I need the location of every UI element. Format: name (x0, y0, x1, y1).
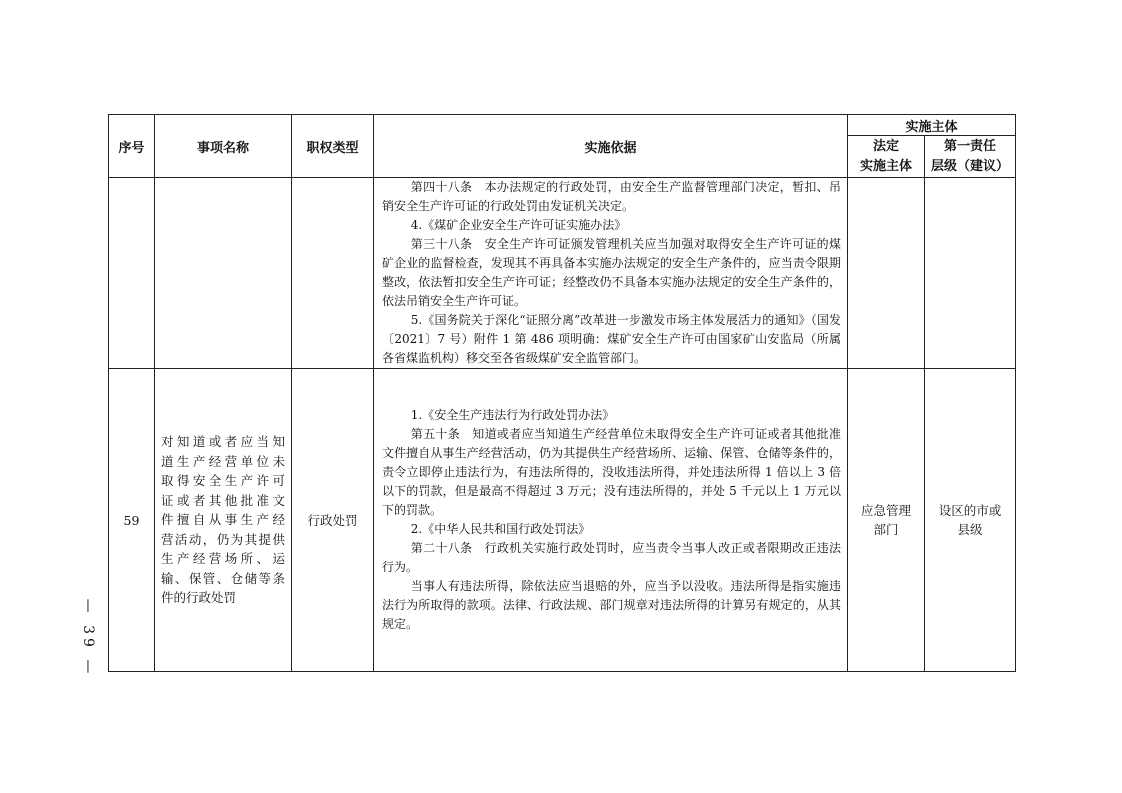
basis-paragraph: 第五十条 知道或者应当知道生产经营单位未取得安全生产许可证或者其他批准文件擅自从事生产经营活动，仍为其提供生产经营场所、运输、保管、仓储等条件的，责令立即停止违法行为，有违法所得的，没收违法所得，并处违法所得 1 倍以上 3 倍以下的罚款，但是最高不得超过 3 万元；没有违法所得的，并处 5 千元以上 1 万元以下的罚款。 (382, 427, 841, 517)
item-name-line: 营活动，仍为其提供 (161, 531, 285, 547)
row-first-responsibility (925, 369, 1016, 672)
continuation-row (109, 178, 1016, 369)
item-name-line: 件擅自从事生产经 (161, 512, 285, 528)
cont-basis-cell (374, 178, 848, 369)
item-name-line: 输、保管、仓储等条 (161, 570, 285, 586)
basis-paragraph: 第四十八条 本办法规定的行政处罚，由安全生产监督管理部门决定，暂扣、吊销安全生产许可证的行政处罚由发证机关决定。 (382, 180, 841, 213)
header-seq: 序号 (109, 115, 155, 178)
basis-paragraph: 当事人有违法所得，除依法应当退赔的外，应当予以没收。违法所得是指实施违法行为所取得的款项。法律、行政法规、部门规章对违法所得的计算另有规定的，从其规定。 (382, 579, 841, 631)
first-resp-line1: 设区的市或 (938, 503, 1002, 518)
header-item-name: 事项名称 (155, 115, 292, 178)
cont-first-resp-cell (925, 178, 1016, 369)
row-item-name-cell (155, 369, 292, 672)
power-list-table (108, 114, 1016, 672)
header-row-top (109, 115, 1016, 136)
header-legal-subject (848, 136, 925, 178)
header-first-responsibility (925, 136, 1016, 178)
table-row (109, 369, 1016, 672)
basis-paragraph: 5.《国务院关于深化“证照分离”改革进一步激发市场主体发展活力的通知》（国发〔2021〕7 号）附件 1 第 486 项明确：煤矿安全生产许可由国家矿山安监局（所属各省煤监机构）移交至各省级煤矿安全监管部门。 (382, 313, 841, 365)
header-legal-subject-line1: 法定 (872, 138, 899, 154)
row-basis-cell (374, 369, 848, 672)
basis-paragraph: 第二十八条 行政机关实施行政处罚时，应当责令当事人改正或者限期改正违法行为。 (382, 541, 841, 574)
header-subject: 实施主体 (848, 115, 1016, 136)
basis-paragraph: 1.《安全生产违法行为行政处罚办法》 (410, 408, 615, 422)
cont-item-name-cell (155, 178, 292, 369)
header-power-type: 职权类型 (292, 115, 374, 178)
legal-subject-line2: 部门 (873, 522, 899, 537)
header-first-resp-line2: 层级（建议） (931, 158, 1010, 174)
item-name-line: 生产经营场所、运 (161, 551, 285, 567)
basis-paragraph: 2.《中华人民共和国行政处罚法》 (410, 522, 591, 536)
header-first-resp-line1: 第一责任 (944, 138, 997, 154)
row-seq: 59 (109, 369, 155, 672)
row-power-type: 行政处罚 (292, 369, 374, 672)
row-legal-subject (848, 369, 925, 672)
header-basis: 实施依据 (374, 115, 848, 178)
item-name-line: 对知道或者应当知 (161, 434, 285, 450)
cont-power-type-cell (292, 178, 374, 369)
item-name-line: 证或者其他批准文 (161, 492, 285, 508)
basis-paragraph: 第三十八条 安全生产许可证颁发管理机关应当加强对取得安全生产许可证的煤矿企业的监督检查，发现其不再具备本实施办法规定的安全生产条件的，应当责令限期整改，依法暂扣安全生产许可证；经整改仍不具备本实施办法规定的安全生产条件的，依法吊销安全生产许可证。 (382, 237, 841, 308)
legal-subject-line1: 应急管理 (860, 503, 911, 518)
page-number: — 39 — (80, 598, 96, 678)
cont-seq-cell (109, 178, 155, 369)
item-name-line: 取得安全生产许可 (161, 473, 285, 489)
row-item-name (155, 432, 291, 608)
item-name-line: 件的行政处罚 (161, 590, 237, 606)
first-resp-line2: 县级 (957, 522, 983, 537)
item-name-line: 道生产经营单位未 (161, 453, 285, 469)
cont-legal-subject-cell (848, 178, 925, 369)
basis-paragraph: 4.《煤矿企业安全生产许可证实施办法》 (410, 218, 627, 232)
header-legal-subject-line2: 实施主体 (859, 158, 912, 174)
